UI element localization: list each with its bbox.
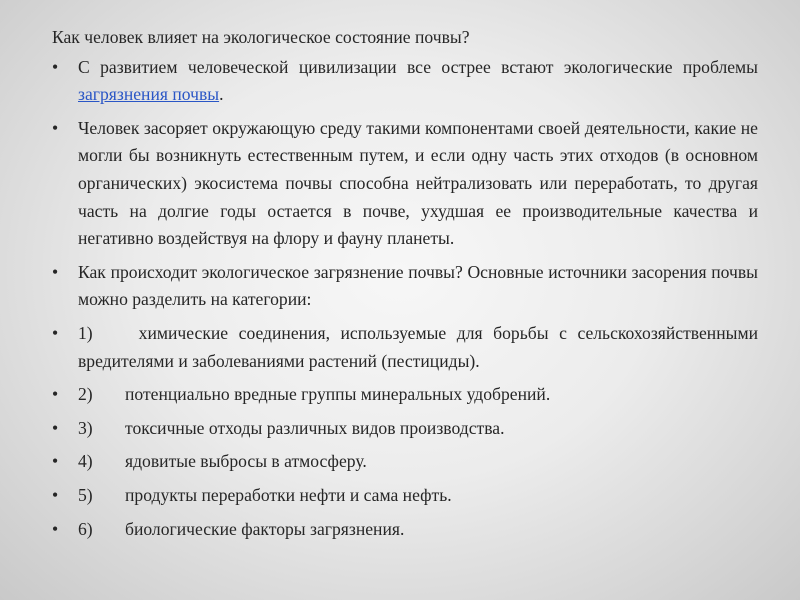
category-text: токсичные отходы различных видов производства.	[125, 417, 505, 438]
intro-text-after: .	[219, 84, 224, 105]
category-number: • 3)	[78, 417, 93, 438]
category-text: биологические факторы загрязнения.	[125, 518, 405, 539]
bullet-item-human-impact: • Человек засоряет окружающую среду такими компонентами своей деятельности, какие не могли бы возникнуть естественным путем, и если одну часть этих отходов (в основном органических) экосистема почвы способна нейтрализовать или переработать, то другая часть на долгие годы остается в почве, ухудшая ее производительные качества и негативно воздействуя на флору и фауну планеты.	[52, 115, 758, 253]
category-number: 1)	[78, 322, 93, 343]
category-item-4	[52, 448, 758, 476]
category-text: продукты переработки нефти и сама нефть.	[125, 484, 452, 505]
category-number: • 4)	[78, 451, 93, 472]
category-number: • 6)	[78, 518, 93, 539]
soil-pollution-link[interactable]: загрязнения почвы	[78, 84, 220, 105]
category-text: химические соединения, используемые для борьбы с сельскохозяйственными вредителями и заболеваниями растений (пестициды).	[78, 322, 758, 371]
bullet-item-intro	[52, 54, 758, 109]
category-number: • 5)	[78, 484, 93, 505]
category-number: • 2)	[78, 384, 93, 405]
category-item-3	[52, 415, 758, 443]
category-text: ядовитые выбросы в атмосферу.	[125, 451, 367, 472]
category-text: потенциально вредные группы минеральных удобрений.	[125, 384, 551, 405]
bullet-list	[52, 54, 758, 544]
intro-text-before: С развитием человеческой цивилизации все острее встают экологические проблемы	[78, 56, 758, 77]
category-item-2	[52, 381, 758, 409]
slide-heading: Как человек влияет на экологическое состояние почвы?	[52, 27, 470, 47]
category-item-1	[52, 320, 758, 375]
slide-content	[52, 24, 758, 549]
category-item-5	[52, 482, 758, 510]
category-item-6	[52, 516, 758, 544]
bullet-item-sources-question: • Как происходит экологическое загрязнение почвы? Основные источники засорения почвы можно разделить на категории:	[52, 259, 758, 314]
